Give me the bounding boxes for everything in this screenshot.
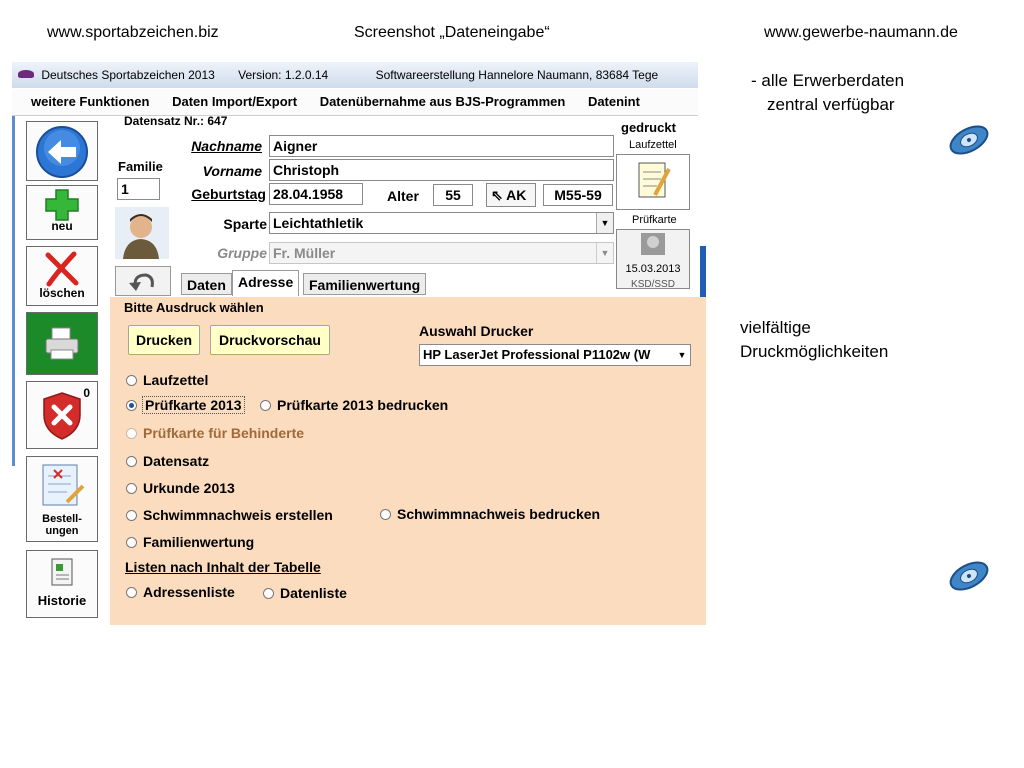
radio-pruefkarte-bedrucken-label: Prüfkarte 2013 bedrucken	[277, 397, 449, 413]
radio-dot	[380, 509, 391, 520]
radio-adressenliste[interactable]	[126, 584, 235, 600]
undo-icon	[116, 267, 170, 295]
new-button-label: neu	[51, 219, 73, 233]
window-edge-accent	[700, 246, 706, 298]
radio-schwimm-erstellen-label: Schwimmnachweis erstellen	[143, 507, 333, 523]
note-druck-line2: Druckmöglichkeiten	[740, 342, 889, 361]
lastname-label: Nachname	[191, 138, 262, 154]
radio-laufzettel-label: Laufzettel	[143, 372, 209, 388]
radio-urkunde[interactable]	[126, 480, 235, 496]
tab-adresse[interactable]: Adresse	[232, 270, 299, 296]
ak-field: M55-59	[543, 184, 613, 206]
app-logo-icon	[18, 70, 34, 78]
radio-datenliste-label: Datenliste	[280, 585, 347, 601]
radio-dot	[126, 510, 137, 521]
mouse-icon	[944, 558, 994, 594]
radio-dot	[126, 428, 137, 439]
printer-value: HP LaserJet Professional P1102w (W	[423, 347, 651, 362]
radio-datensatz[interactable]	[126, 453, 209, 469]
printed-pruefkarte-label: Prüfkarte	[632, 214, 677, 226]
menu-item-weitere-funktionen[interactable]: weitere Funktionen	[31, 94, 150, 109]
mouse-pointer-icon: ⇖	[491, 187, 503, 203]
security-button[interactable]	[26, 381, 98, 449]
radio-schwimm-erstellen[interactable]	[126, 507, 333, 523]
lastname-field[interactable]: Aigner	[269, 135, 614, 157]
print-preview-button[interactable]: Druckvorschau	[210, 325, 330, 355]
group-label: Gruppe	[217, 245, 267, 261]
mouse-icon	[944, 122, 994, 158]
radio-pruefkarte[interactable]	[126, 397, 244, 413]
plus-icon	[42, 188, 82, 222]
history-button[interactable]	[26, 550, 98, 618]
tab-familienwertung[interactable]: Familienwertung	[303, 273, 426, 295]
radio-dot	[263, 588, 274, 599]
pruefkarte-date: 15.03.2013	[625, 263, 681, 275]
new-button[interactable]	[26, 185, 98, 240]
radio-datenliste[interactable]	[263, 585, 347, 601]
age-label: Alter	[387, 188, 419, 204]
print-panel-title: Bitte Ausdruck wählen	[124, 300, 264, 315]
radio-dot	[126, 537, 137, 548]
pruefkarte-cut-label: KSD/SSD	[631, 279, 675, 289]
note-erwerberdaten-line1: - alle Erwerberdaten	[751, 71, 905, 90]
radio-dot	[126, 375, 137, 386]
arrow-left-icon	[34, 124, 90, 180]
radio-adressenliste-label: Adressenliste	[143, 584, 235, 600]
chevron-down-icon: ▼	[596, 243, 613, 263]
menu-item-bjs[interactable]: Datenübernahme aus BJS-Programmen	[319, 94, 566, 109]
family-label: Familie	[118, 159, 163, 174]
security-count: 0	[83, 386, 90, 400]
orders-label-line1: Bestell-	[42, 513, 82, 525]
group-value: Fr. Müller	[273, 245, 336, 261]
delete-button[interactable]	[26, 246, 98, 306]
certificate-icon	[617, 230, 689, 258]
header-title: Screenshot „Dateneingabe“	[354, 24, 550, 41]
sidebar-accent	[12, 116, 15, 466]
radio-familienwertung-label: Familienwertung	[143, 534, 255, 550]
avatar	[115, 207, 169, 259]
menu-bar	[12, 89, 698, 116]
radio-familienwertung[interactable]	[126, 534, 254, 550]
birthday-label: Geburtstag	[191, 186, 266, 202]
orders-button[interactable]	[26, 456, 98, 542]
radio-datensatz-label: Datensatz	[143, 453, 210, 469]
pruefkarte-print-button[interactable]	[616, 229, 690, 289]
radio-laufzettel[interactable]	[126, 372, 208, 388]
radio-dot	[126, 456, 137, 467]
back-button[interactable]	[26, 121, 98, 181]
radio-urkunde-label: Urkunde 2013	[143, 480, 235, 496]
red-x-icon	[42, 251, 82, 287]
tab-daten[interactable]: Daten	[181, 273, 232, 295]
printer-label: Auswahl Drucker	[419, 323, 534, 339]
chevron-down-icon: ▼	[596, 213, 613, 233]
firstname-label: Vorname	[202, 163, 262, 179]
menu-item-import-export[interactable]: Daten Import/Export	[172, 94, 298, 109]
printer-icon	[42, 326, 82, 362]
orders-label-line2: ungen	[45, 525, 79, 537]
print-button[interactable]	[26, 312, 98, 375]
history-label: Historie	[37, 593, 87, 608]
group-select[interactable]	[269, 242, 614, 264]
sport-value: Leichtathletik	[273, 215, 364, 231]
printer-select[interactable]	[419, 344, 691, 366]
radio-dot	[126, 483, 137, 494]
delete-button-label: löschen	[39, 286, 85, 300]
shield-x-icon	[40, 391, 84, 441]
ak-button-label: AK	[506, 187, 527, 203]
window-title: Deutsches Sportabzeichen 2013	[41, 68, 215, 82]
printed-laufzettel-label: Laufzettel	[629, 139, 677, 151]
radio-schwimm-bedrucken-label: Schwimmnachweis bedrucken	[397, 506, 601, 522]
menu-item-datenint[interactable]: Datenint	[587, 94, 640, 109]
window-title-bar	[12, 62, 698, 88]
radio-dot	[260, 400, 271, 411]
note-erwerberdaten-line2: zentral verfügbar	[767, 95, 895, 114]
firstname-field[interactable]: Christoph	[269, 159, 614, 181]
printed-header: gedruckt	[621, 120, 676, 135]
lists-title: Listen nach Inhalt der Tabelle	[125, 559, 321, 575]
age-field: 55	[433, 184, 473, 206]
window-version: Version: 1.2.0.14	[238, 68, 329, 82]
order-form-icon	[37, 462, 87, 510]
history-book-icon	[44, 556, 80, 590]
radio-behinderte-label: Prüfkarte für Behinderte	[143, 425, 305, 441]
notepad-icon	[617, 155, 689, 209]
note-druck-line1: vielfältige	[740, 318, 811, 337]
sport-select[interactable]	[269, 212, 614, 234]
laufzettel-print-button[interactable]	[616, 154, 690, 210]
chevron-down-icon: ▼	[674, 345, 690, 365]
ak-button[interactable]	[486, 183, 536, 207]
window-vendor: Softwareerstellung Hannelore Naumann, 83684 Tege	[375, 68, 659, 82]
radio-behinderte	[126, 425, 304, 441]
person-icon	[115, 207, 169, 259]
dataset-number: Datensatz Nr.: 647	[124, 114, 228, 128]
radio-pruefkarte-bedrucken[interactable]	[260, 397, 448, 413]
undo-button[interactable]	[115, 266, 171, 296]
radio-dot-selected	[126, 400, 137, 411]
birthday-field[interactable]: 28.04.1958	[269, 183, 363, 205]
header-right-url: www.gewerbe-naumann.de	[764, 24, 958, 41]
family-field[interactable]: 1	[117, 178, 160, 200]
radio-schwimm-bedrucken[interactable]	[380, 506, 600, 522]
sport-label: Sparte	[223, 216, 267, 232]
print-submit-button[interactable]: Drucken	[128, 325, 200, 355]
header-left-url: www.sportabzeichen.biz	[47, 24, 219, 41]
radio-pruefkarte-label: Prüfkarte 2013	[145, 397, 242, 413]
radio-dot	[126, 587, 137, 598]
